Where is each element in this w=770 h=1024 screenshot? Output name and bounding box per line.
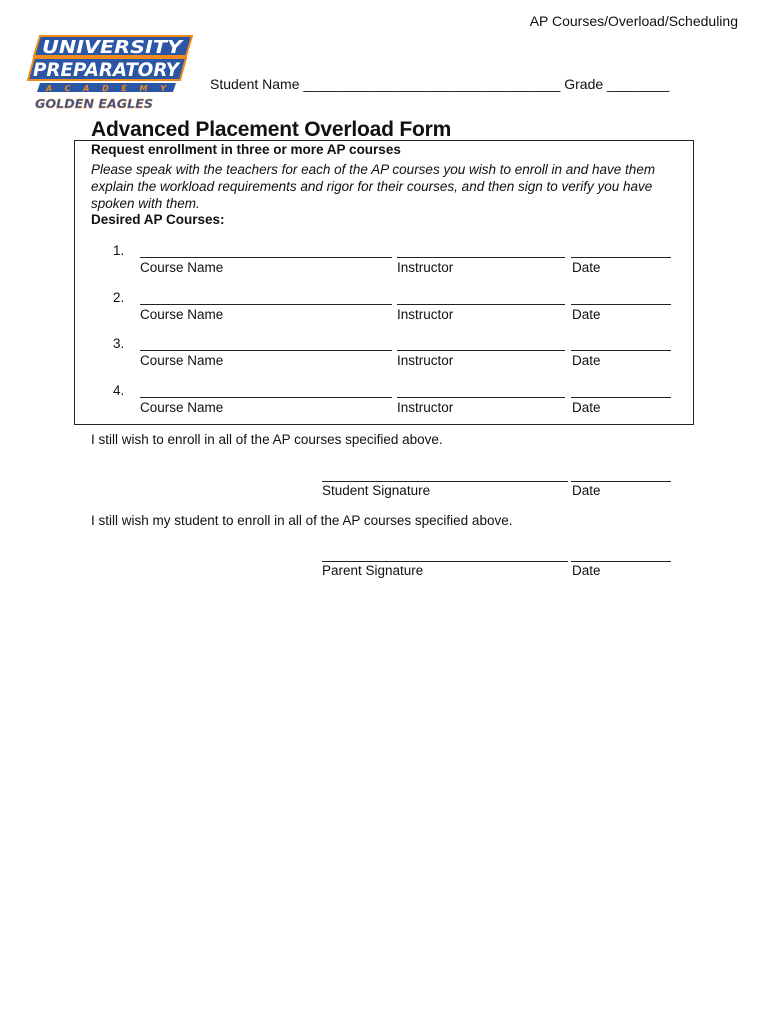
- desired-courses-label: Desired AP Courses:: [91, 212, 225, 227]
- instructor-label: Instructor: [397, 353, 454, 368]
- instructor-field[interactable]: [397, 257, 565, 258]
- course-row: [0, 383, 770, 423]
- grade-field[interactable]: ________: [607, 76, 670, 92]
- form-title: Advanced Placement Overload Form: [91, 118, 452, 141]
- course-number: 2.: [113, 290, 125, 305]
- course-number: 1.: [113, 243, 125, 258]
- svg-text:PREPARATORY: PREPARATORY: [33, 59, 182, 81]
- student-confirm-statement: I still wish to enroll in all of the AP courses specified above.: [91, 432, 443, 447]
- svg-text:UNIVERSITY: UNIVERSITY: [42, 37, 185, 58]
- student-info-line: [210, 76, 669, 92]
- course-date-label: Date: [572, 353, 601, 368]
- student-name-label: Student Name: [210, 76, 300, 92]
- header-path: AP Courses/Overload/Scheduling: [529, 13, 738, 29]
- instructor-field[interactable]: [397, 304, 565, 305]
- student-signature-field[interactable]: [322, 481, 568, 482]
- instructor-field[interactable]: [397, 397, 565, 398]
- parent-date-label: Date: [572, 563, 601, 578]
- svg-text:GOLDEN EAGLES: GOLDEN EAGLES: [35, 97, 153, 111]
- course-row: [0, 290, 770, 330]
- student-date-field[interactable]: [571, 481, 671, 482]
- course-number: 3.: [113, 336, 125, 351]
- school-logo: [26, 34, 194, 112]
- student-signature-label: Student Signature: [322, 483, 431, 498]
- course-date-field[interactable]: [571, 257, 671, 258]
- course-name-label: Course Name: [140, 400, 224, 415]
- course-date-field[interactable]: [571, 397, 671, 398]
- student-name-field[interactable]: _________________________________: [303, 76, 561, 92]
- course-name-field[interactable]: [140, 257, 392, 258]
- course-date-label: Date: [572, 260, 601, 275]
- course-number: 4.: [113, 383, 125, 398]
- course-name-label: Course Name: [140, 353, 224, 368]
- instructor-label: Instructor: [397, 260, 454, 275]
- course-name-field[interactable]: [140, 304, 392, 305]
- instructor-field[interactable]: [397, 350, 565, 351]
- school-logo-graphic: [26, 34, 194, 112]
- course-name-field[interactable]: [140, 350, 392, 351]
- parent-signature-field[interactable]: [322, 561, 568, 562]
- student-date-label: Date: [572, 483, 601, 498]
- course-date-field[interactable]: [571, 350, 671, 351]
- course-row: [0, 336, 770, 376]
- svg-text:ACADEMY: ACADEMY: [46, 84, 166, 93]
- course-name-label: Course Name: [140, 307, 224, 322]
- course-date-label: Date: [572, 307, 601, 322]
- course-row: [0, 243, 770, 283]
- parent-signature-label: Parent Signature: [322, 563, 424, 578]
- course-name-field[interactable]: [140, 397, 392, 398]
- parent-confirm-statement: I still wish my student to enroll in all of the AP courses specified above.: [91, 513, 513, 528]
- grade-label: Grade: [564, 76, 604, 92]
- course-date-field[interactable]: [571, 304, 671, 305]
- instructor-label: Instructor: [397, 400, 454, 415]
- course-name-label: Course Name: [140, 260, 224, 275]
- form-instructions: Please speak with the teachers for each of the AP courses you wish to enroll in and have them explain the workload requirements and rigor for their courses, and then sign to verify you have spoken with them.: [91, 162, 656, 211]
- form-subtitle: Request enrollment in three or more AP courses: [91, 142, 401, 157]
- parent-date-field[interactable]: [571, 561, 671, 562]
- instructor-label: Instructor: [397, 307, 454, 322]
- course-date-label: Date: [572, 400, 601, 415]
